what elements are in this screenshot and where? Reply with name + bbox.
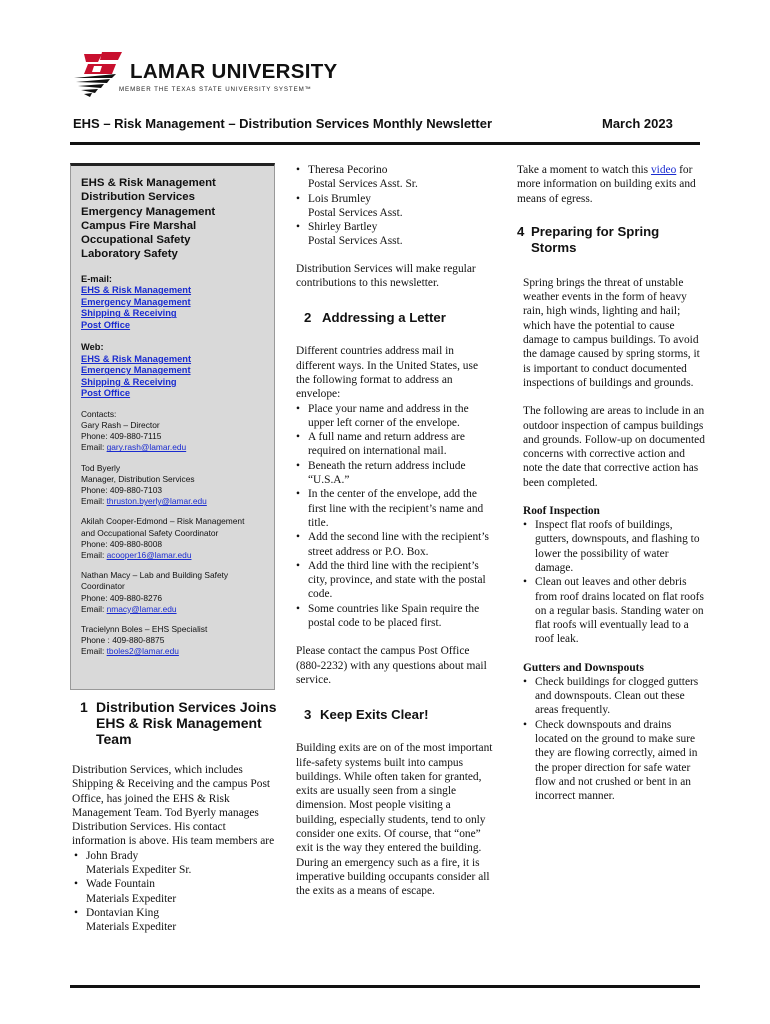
- department-name: Distribution Services: [81, 191, 195, 204]
- email-heading: E-mail:: [81, 273, 112, 284]
- section-number: 1: [80, 699, 88, 715]
- contact-sidebar: [70, 163, 275, 690]
- team-member-list: [72, 849, 282, 935]
- member-title: Materials Expediter Sr.: [86, 864, 192, 877]
- member-name: Wade Fountain: [86, 878, 155, 891]
- contact-email-label: Email:: [81, 550, 107, 561]
- address-step: • In the center of the envelope, add the first line with the recipient’s name and title.: [296, 487, 494, 530]
- section-heading: [296, 707, 494, 723]
- gutter-item: • Check buildings for clogged gutters and downspouts. Clean out these areas frequently.: [523, 675, 707, 718]
- member-title: Materials Expediter: [86, 921, 177, 934]
- newsletter-title: EHS – Risk Management – Distribution Services Monthly Newsletter: [73, 116, 493, 131]
- department-name: Laboratory Safety: [81, 248, 178, 261]
- contact-name: Gary Rash – Director: [81, 419, 160, 430]
- contact-role: Manager, Distribution Services: [81, 473, 195, 484]
- section-intro: Different countries address mail in different ways. In the United States, use the following format to address an envelope:: [296, 345, 478, 401]
- team-member: [296, 163, 494, 192]
- email-link-shipping[interactable]: Shipping & Receiving: [81, 308, 177, 319]
- contact-name: Akilah Cooper-Edmond – Risk Management: [81, 516, 245, 527]
- contact-phone: Phone : 409-880-8875: [81, 635, 165, 646]
- member-name: Lois Brumley: [308, 192, 371, 205]
- web-link-emergency[interactable]: Emergency Management: [81, 365, 191, 376]
- section-title: Distribution Services Joins EHS & Risk Management Team: [96, 699, 277, 747]
- gutter-item: • Check downspouts and drains located on the ground to make sure they are flowing correctly, aimed in the proper direction for safe water flow and not crushed or bent in an incorrect manner.: [523, 718, 707, 804]
- email-link-post-office[interactable]: Post Office: [81, 319, 131, 330]
- address-step: • Beneath the return address include “U.S.A.”: [296, 459, 494, 488]
- contacts-heading: Contacts:: [81, 408, 117, 419]
- university-name: LAMAR UNIVERSITY: [130, 60, 338, 83]
- video-paragraph: [517, 163, 707, 206]
- section-title: Preparing for Spring Storms: [531, 223, 660, 255]
- address-step: • A full name and return address are required on international mail.: [296, 430, 494, 459]
- roof-item: • Clean out leaves and other debris from roof drains located on flat roofs on a regular basis. Standing water on flat roofs will eventually lead to a roof leak.: [523, 575, 707, 646]
- header-divider: [70, 142, 700, 145]
- email-link-ehs[interactable]: EHS & Risk Management: [81, 285, 192, 296]
- section-body: The following are areas to include in an outdoor inspection of campus buildings and grounds. Follow-up on documented concerns with corrective action and note the date that corrective action has been completed.: [523, 405, 705, 489]
- team-member: [74, 877, 282, 906]
- video-link[interactable]: video: [650, 164, 677, 176]
- member-name: Theresa Pecorino: [308, 164, 388, 176]
- contact-email-label: Email:: [81, 603, 107, 614]
- web-heading: Web:: [81, 342, 104, 353]
- team-member: [74, 849, 282, 878]
- contact-entry: [81, 463, 265, 508]
- contact-name: Nathan Macy – Lab and Building Safety: [81, 570, 229, 581]
- web-link-shipping[interactable]: Shipping & Receiving: [81, 376, 177, 387]
- contact-email-label: Email:: [81, 496, 107, 507]
- roof-inspection-list: [523, 518, 707, 647]
- section-title: Addressing a Letter: [322, 310, 446, 326]
- section-title: Keep Exits Clear!: [320, 707, 429, 723]
- footer-divider: [70, 985, 700, 988]
- contact-email-label: Email:: [81, 442, 107, 453]
- contact-phone: Phone: 409-880-7115: [81, 431, 162, 442]
- contact-email-link[interactable]: gary.rash@lamar.edu: [106, 442, 187, 453]
- email-link-emergency[interactable]: Emergency Management: [81, 296, 191, 307]
- section-number: 2: [304, 310, 312, 326]
- contact-phone: Phone: 409-880-8276: [81, 592, 163, 603]
- section-body: Distribution Services, which includes Shipping & Receiving and the campus Post Office, has joined the EHS & Risk Management Team. Tod Byerly manages Distribution Services. His contact information is above. His team members are: [72, 764, 275, 848]
- section-body: Spring brings the threat of unstable weather events in the form of heavy rain, high winds, lighting and hail; which have the potential to cause damage to campus buildings. To avoid the damage caused by spring storms, it is important to conduct documented inspections of buildings and grounds.: [523, 276, 700, 389]
- team-member: [296, 192, 494, 221]
- address-step: • Add the second line with the recipient’s street address or P.O. Box.: [296, 530, 494, 559]
- section-heading: [517, 224, 707, 256]
- right-column: [517, 163, 707, 803]
- section-heading: [296, 310, 494, 326]
- contact-name: Tod Byerly: [81, 462, 121, 473]
- member-name: Dontavian King: [86, 906, 160, 919]
- contact-email-link[interactable]: tboles2@lamar.edu: [106, 646, 179, 657]
- member-title: Materials Expediter: [86, 892, 177, 905]
- contacts-list: [81, 409, 265, 658]
- section-heading: [72, 699, 282, 747]
- section-1: [72, 699, 282, 935]
- video-text: Take a moment to watch this: [517, 164, 651, 176]
- web-link-post-office[interactable]: Post Office: [81, 388, 131, 399]
- member-title: Postal Services Asst.: [308, 206, 403, 219]
- contact-role: Coordinator: [81, 581, 125, 592]
- team-member: [296, 220, 494, 249]
- lamar-university-logo: [72, 46, 362, 102]
- subheading-gutters: Gutters and Downspouts: [523, 661, 644, 674]
- web-link-ehs[interactable]: EHS & Risk Management: [81, 353, 192, 364]
- team-member-list-continued: [296, 163, 494, 249]
- member-name: Shirley Bartley: [308, 221, 378, 234]
- subheading-roof: Roof Inspection: [523, 505, 600, 518]
- contact-phone: Phone: 409-880-7103: [81, 485, 163, 495]
- section-number: 4: [517, 223, 525, 239]
- contact-entry: [81, 624, 265, 658]
- contact-email-link[interactable]: nmacy@lamar.edu: [106, 603, 177, 614]
- department-name: EHS & Risk Management: [81, 177, 216, 189]
- address-step: • Some countries like Spain require the postal code to be placed first.: [296, 602, 494, 631]
- contact-phone: Phone: 409-880-8008: [81, 538, 163, 549]
- contact-email-link[interactable]: acooper16@lamar.edu: [106, 550, 192, 561]
- member-name: John Brady: [86, 849, 139, 862]
- contact-entry: [81, 516, 265, 561]
- address-step: • Place your name and address in the upper left corner of the envelope.: [296, 402, 494, 431]
- department-name: Emergency Management: [81, 205, 216, 218]
- university-tagline: MEMBER THE TEXAS STATE UNIVERSITY SYSTEM™: [119, 86, 312, 93]
- middle-column: [296, 163, 494, 898]
- contact-name: Tracielynn Boles – EHS Specialist: [81, 624, 208, 635]
- department-list: [81, 176, 265, 262]
- address-steps-list: [296, 402, 494, 631]
- address-step: • Add the third line with the recipient’s city, province, and state with the postal code.: [296, 559, 494, 602]
- newsletter-date: March 2023: [602, 116, 673, 131]
- contact-entry: [81, 409, 265, 454]
- contact-email-label: Email:: [81, 646, 107, 657]
- member-title: Postal Services Asst.: [308, 235, 403, 248]
- section-body: Building exits are on of the most important life-safety systems built into campus buildings. While often taken for granted, exits are usually seen from a single dimension. Most people visiting a building, especially students, tend to only consider one exits. Of course, that “one” exit is the way they entered the building. During an emergency such as a fire, it is imperative building occupants consider all the exits as a means of escape.: [296, 742, 493, 898]
- contact-email-link[interactable]: thruston.byerly@lamar.edu: [106, 496, 207, 507]
- member-title: Postal Services Asst. Sr.: [308, 178, 418, 191]
- video-text: for more information on building exits and means of egress.: [517, 164, 696, 205]
- department-name: Occupational Safety: [81, 234, 191, 247]
- contact-entry: [81, 570, 265, 615]
- gutters-list: [523, 675, 707, 804]
- roof-item: • Inspect flat roofs of buildings, gutters, downspouts, and flashing to lower the possibility of water damage.: [523, 518, 707, 575]
- section-closing: Please contact the campus Post Office (880-2232) with any questions about mail service.: [296, 645, 487, 686]
- contact-role: and Occupational Safety Coordinator: [81, 527, 219, 538]
- section-number: 3: [304, 707, 312, 723]
- section-closing: Distribution Services will make regular contributions to this newsletter.: [296, 262, 476, 290]
- team-member: [74, 906, 282, 935]
- department-name: Campus Fire Marshal: [81, 219, 197, 232]
